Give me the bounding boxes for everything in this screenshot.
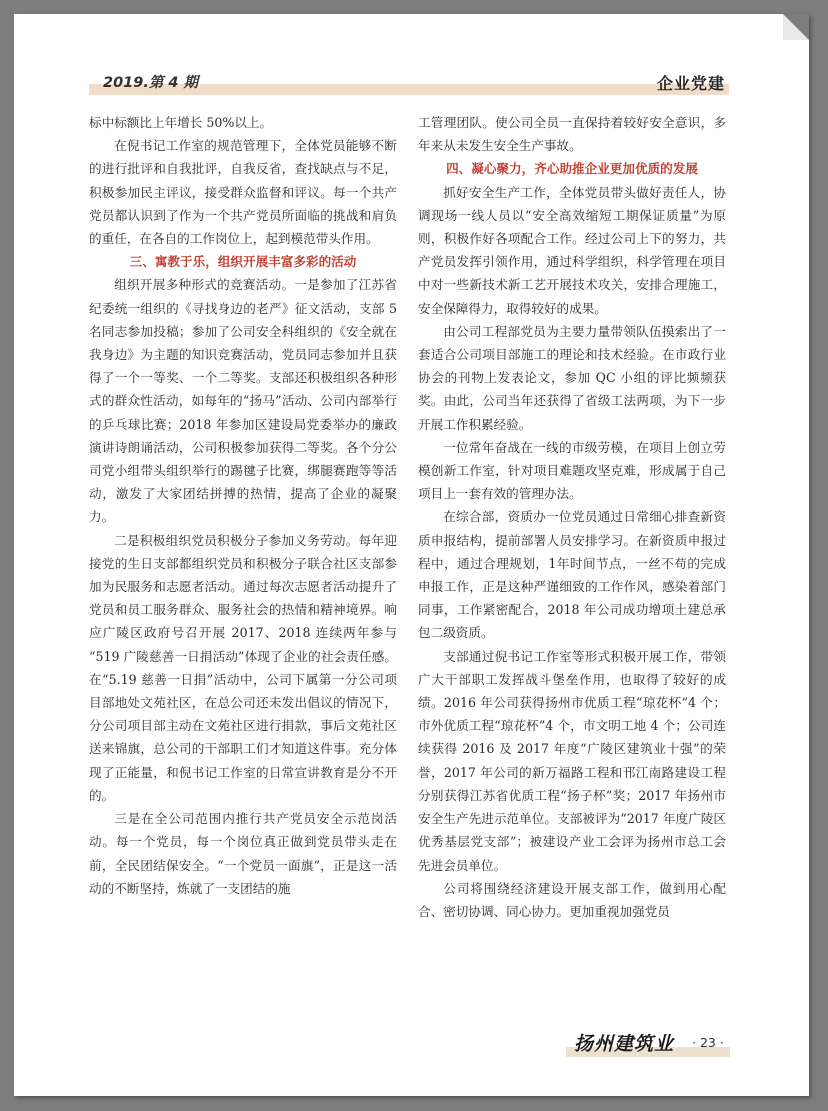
section-title: 企业党建 [656,74,725,93]
section-heading: 四、凝心聚力，齐心助推企业更加优质的发展 [446,161,698,177]
paragraph: 由公司工程部党员为主要力量带领队伍摸索出了一套适合公司项目部施工的理论和技术经验。在市政行业协会的刊物上发表论文，参加 QC 小组的评比频频获奖。由此，公司当年还获得了省级工法两项，为下一步开展工作积累经验。 [418,323,726,432]
page-header [89,71,729,95]
paragraph: 支部通过倪书记工作室等形式积极开展工作，带领广大干部职工发挥战斗堡垒作用，也取得了较好的成绩。2016 年公司获得扬州市优质工程“琼花杯”4 个；市外优质工程“琼花杯”4 个，市文明工地 4 个；公司连续获得 2016 及 2017 年度“广陵区建筑业十强”的荣誉，2017 年公司的新万福路工程和邗江南路建设工程分别获得江苏省优质工程“扬子杯”奖；2017 年扬州市安全生产先进示范单位。支部被评为“2017 年度广陵区优秀基层党支部”；被建设产业工会评为扬州市总工会先进会员单位。 [418,648,726,873]
paragraph: 工管理团队。使公司全员一直保持着较好安全意识，多年来从未发生安全生产事故。 [418,115,726,154]
left-column [89,111,397,900]
right-column [418,111,726,923]
paragraph: 组织开展多种形式的竞赛活动。一是参加了江苏省纪委统一组织的《寻找身边的老严》征文活动，支部 5 名同志参加投稿；参加了公司安全科组织的《安全就在我身边》为主题的知识竞赛活动，党员同志参加并且获得了一个一等奖、一个二等奖。支部还积极组织各种形式的群众性活动，如每年的“扬马”活动、公司内部举行的乒乓球比赛；2018 年参加区建设局党委举办的廉政演讲诗朗诵活动，公司积极参加获得二等奖。各个分公司党小组带头组织举行的踢毽子比赛，绑腿赛跑等等活动，激发了大家团结拼搏的热情，提高了企业的凝聚力。 [89,277,397,525]
paragraph: 标中标额比上年增长 50%以上。 [89,115,273,130]
page-footer [14,1024,809,1064]
section-heading: 三、寓教于乐，组织开展丰富多彩的活动 [129,254,357,270]
paragraph: 在综合部，资质办一位党员通过日常细心排查新资质申报结构，提前部署人员安排学习。在新资质申报过程中，通过合理规划，1年时间节点，一丝不苟的完成申报工作，正是这种严谨细致的工作作风，感染着部门同事，工作紧密配合，2018 年公司成功增项土建总承包二级资质。 [418,509,726,641]
magazine-logo: 扬州建筑业 [574,1033,675,1055]
paragraph: 二是积极组织党员积极分子参加义务劳动。每年迎接党的生日支部都组织党员和积极分子联合社区支部参加为民服务和志愿者活动。通过每次志愿者活动提升了党员和员工服务群众、服务社会的热情和精神境界。响应广陵区政府号召开展 2017、2018 连续两年参与 “519 广陵慈善一日捐活动”体现了企业的社会责任感。在“5.19 慈善一日捐”活动中，公司下属第一分公司项目部地处文苑社区，在总公司还未发出倡议的情况下，分公司项目部主动在文苑社区进行捐款，事后文苑社区送来锦旗，总公司的干部职工们才知道这件事。充分体现了正能量，和倪书记工作室的日常宣讲教育是分不开的。 [89,532,397,803]
paragraph: 抓好安全生产工作，全体党员带头做好责任人，协调现场一线人员以“安全高效缩短工期保证质量”为原则，积极作好各项配合工作。经过公司上下的努力，共产党员发挥引领作用，通过科学组织，科学管理在项目中对一些新技术新工艺开展技术攻关，安排合理施工，安全保障得力，取得较好的成果。 [418,184,726,316]
page-corner-fold [783,14,809,40]
document-page [14,14,809,1096]
page-number: · 23 · [692,1035,724,1050]
paragraph: 一位常年奋战在一线的市级劳模，在项目上创立劳模创新工作室，针对项目难题攻坚克难，形成属于自己项目上一套有效的管理办法。 [418,439,726,502]
paragraph: 公司将围绕经济建设开展支部工作，做到用心配合、密切协调、同心协力。更加重视加强党员 [418,880,726,919]
paragraph: 三是在全公司范围内推行共产党员安全示范岗活动。每一个党员，每一个岗位真正做到党员带头走在前，全民团结保安全。“一个党员一面旗”，正是这一活动的不断坚持，炼就了一支团结的施 [89,811,397,896]
issue-label: 2019.第 4 期 [103,75,199,91]
paragraph: 在倪书记工作室的规范管理下，全体党员能够不断的进行批评和自我批评，自我反省，查找缺点与不足，积极参加民主评议，接受群众监督和评议。每一个共产党员都认识到了作为一个共产党员所面临的挑战和肩负的重任，在各自的工作岗位上，起到模范带头作用。 [89,138,397,247]
